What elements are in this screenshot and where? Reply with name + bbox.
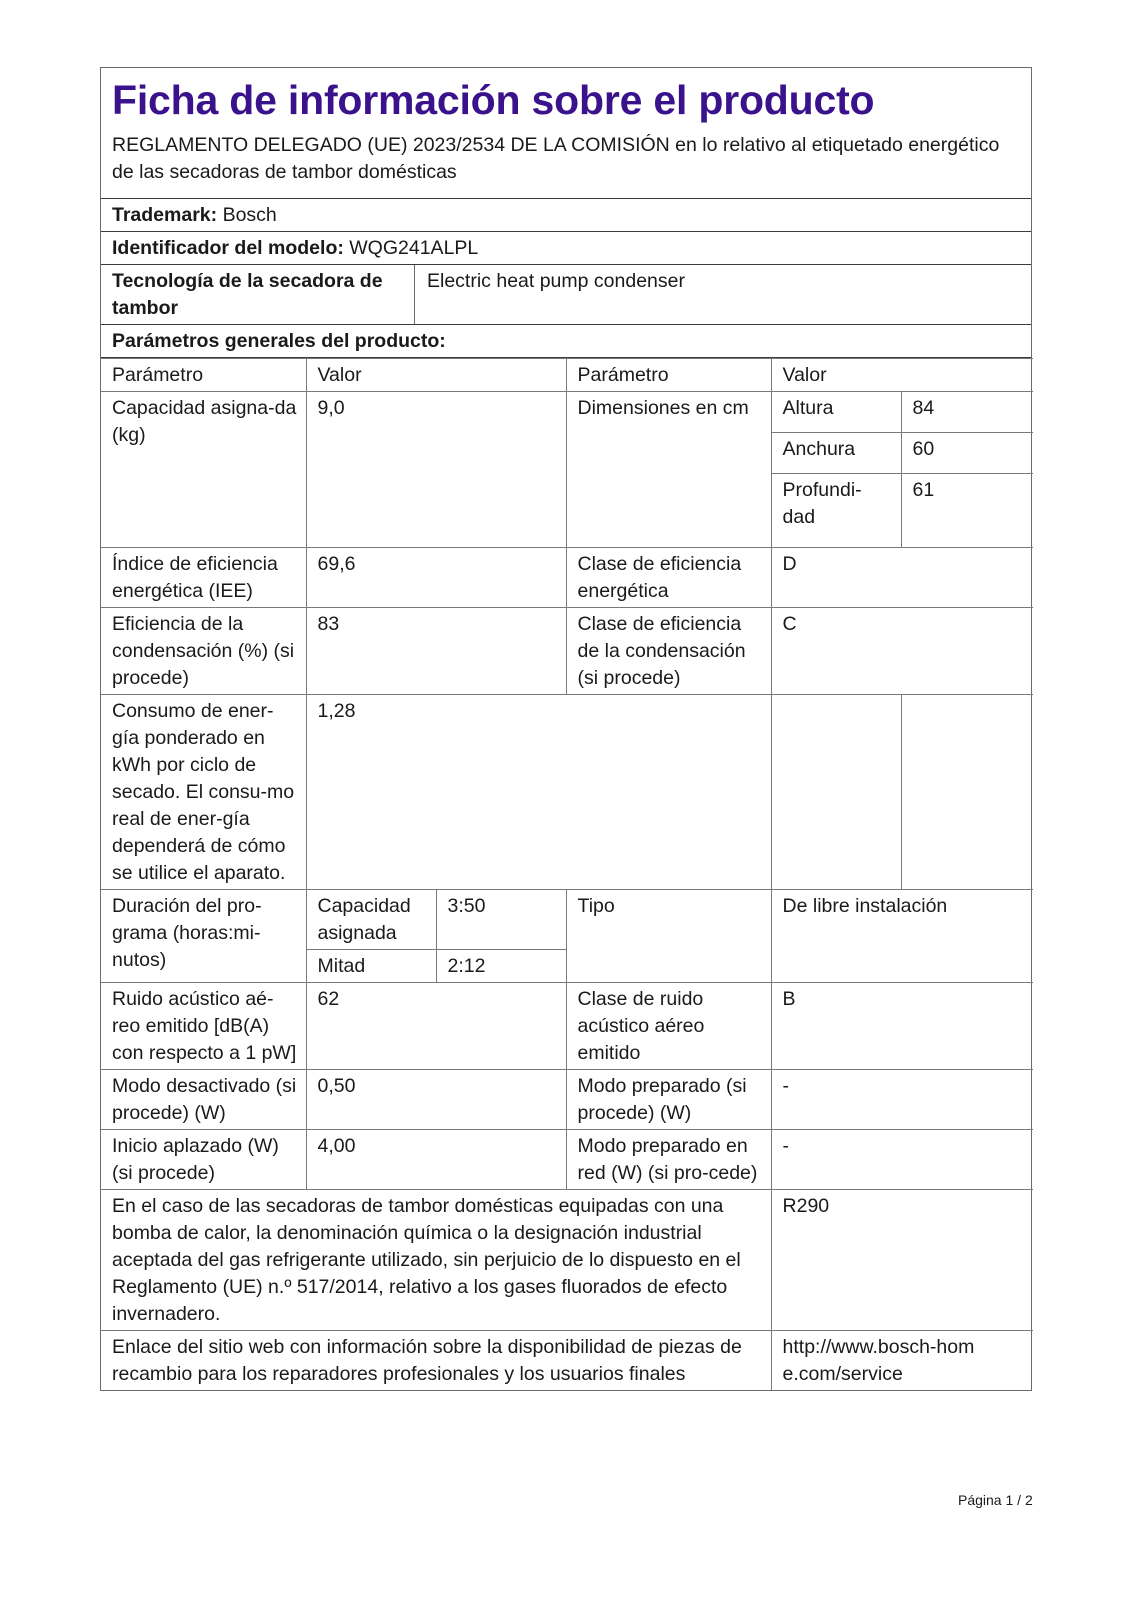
page-number: Página 1 / 2 (958, 1492, 1033, 1508)
depth-value: 61 (901, 473, 1033, 547)
empty-cell (901, 695, 1033, 890)
height-value: 84 (901, 392, 1033, 433)
table-row (101, 1331, 1033, 1391)
table-row (101, 392, 1033, 433)
product-information-sheet (100, 67, 1032, 1391)
header-value-2: Valor (771, 359, 1033, 392)
network-standby-label: Modo preparado en red (W) (si pro-cede) (566, 1130, 771, 1190)
technology-value: Electric heat pump condenser (427, 270, 685, 292)
width-value: 60 (901, 432, 1033, 473)
table-row (101, 608, 1033, 695)
general-parameters-heading: Parámetros generales del producto: (101, 325, 1031, 358)
type-value: De libre instalación (771, 890, 1033, 983)
header-value: Valor (306, 359, 566, 392)
table-row (101, 695, 1033, 890)
condensation-label: Eficiencia de la condensación (%) (si procede) (101, 608, 306, 695)
trademark-row (101, 199, 1031, 232)
depth-label: Profundi-dad (771, 473, 901, 547)
capacity-value: 9,0 (306, 392, 566, 548)
technology-label: Tecnología de la secadora de tambor (101, 265, 415, 324)
header-parameter: Parámetro (101, 359, 306, 392)
trademark-value: Bosch (222, 204, 277, 226)
duration-half-value: 2:12 (436, 950, 566, 983)
duration-full-value: 3:50 (436, 890, 566, 950)
dimensions-label: Dimensiones en cm (566, 392, 771, 548)
duration-half-label: Mitad (306, 950, 436, 983)
network-standby-value: - (771, 1130, 1033, 1190)
page-title: Ficha de información sobre el producto (112, 77, 875, 123)
header (101, 68, 1031, 199)
refrigerant-label: En el caso de las secadoras de tambor domésticas equipadas con una bomba de calor, la denominación química o la designación industrial aceptada del gas refrigerante utilizado, sin perjuicio de lo dispuesto en el Reglamento (UE) n.º 517/2014, relativo a los gases fluorados de efecto invernadero. (101, 1190, 771, 1331)
noise-class-value: B (771, 983, 1033, 1070)
table-row (101, 1070, 1033, 1130)
delay-start-label: Inicio aplazado (W) (si procede) (101, 1130, 306, 1190)
eei-label: Índice de eficiencia energética (IEE) (101, 548, 306, 608)
noise-value: 62 (306, 983, 566, 1070)
regulation-subtitle: REGLAMENTO DELEGADO (UE) 2023/2534 DE LA COMISIÓN en lo relativo al etiquetado energético de las secadoras de tambor domésticas (112, 134, 1000, 183)
header-parameter-2: Parámetro (566, 359, 771, 392)
noise-label: Ruido acústico aé-reo emitido [dB(A) con respecto a 1 pW] (101, 983, 306, 1070)
off-mode-value: 0,50 (306, 1070, 566, 1130)
refrigerant-value: R290 (771, 1190, 1033, 1331)
table-header-row (101, 359, 1033, 392)
spare-parts-website-label: Enlace del sitio web con información sobre la disponibilidad de piezas de recambio para los reparadores profesionales y los usuarios finales (101, 1331, 771, 1391)
model-value: WQG241ALPL (349, 237, 479, 259)
standby-value: - (771, 1070, 1033, 1130)
type-label: Tipo (566, 890, 771, 983)
table-row (101, 1190, 1033, 1331)
energy-class-label: Clase de eficiencia energética (566, 548, 771, 608)
eei-value: 69,6 (306, 548, 566, 608)
delay-start-value: 4,00 (306, 1130, 566, 1190)
model-row (101, 232, 1031, 265)
duration-label: Duración del pro-grama (horas:mi-nutos) (101, 890, 306, 983)
height-label: Altura (771, 392, 901, 433)
model-label: Identificador del modelo: (112, 237, 344, 259)
condensation-class-label: Clase de eficiencia de la condensación (si procede) (566, 608, 771, 695)
energy-class-value: D (771, 548, 1033, 608)
spare-parts-website-link[interactable]: http://www.bosch-hom e.com/service (771, 1331, 1033, 1391)
trademark-label: Trademark: (112, 204, 218, 226)
standby-label: Modo preparado (si procede) (W) (566, 1070, 771, 1130)
table-row (101, 890, 1033, 950)
technology-row (101, 265, 1031, 325)
off-mode-label: Modo desactivado (si procede) (W) (101, 1070, 306, 1130)
table-row (101, 983, 1033, 1070)
table-row (101, 1130, 1033, 1190)
duration-full-label: Capacidad asignada (306, 890, 436, 950)
parameters-table (101, 358, 1033, 1390)
table-row (101, 548, 1033, 608)
empty-cell (771, 695, 901, 890)
consumption-value: 1,28 (306, 695, 771, 890)
capacity-label: Capacidad asigna-da (kg) (101, 392, 306, 548)
width-label: Anchura (771, 432, 901, 473)
consumption-label: Consumo de ener-gía ponderado en kWh por ciclo de secado. El consu-mo real de ener-gía dependerá de cómo se utilice el aparato. (101, 695, 306, 890)
condensation-value: 83 (306, 608, 566, 695)
noise-class-label: Clase de ruido acústico aéreo emitido (566, 983, 771, 1070)
condensation-class-value: C (771, 608, 1033, 695)
